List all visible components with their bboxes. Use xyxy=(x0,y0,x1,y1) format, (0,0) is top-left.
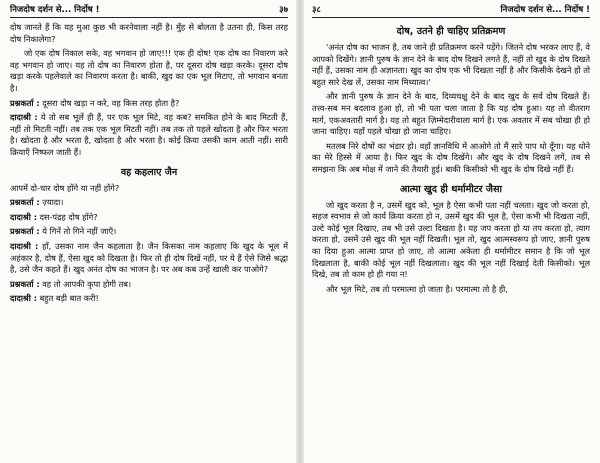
paragraph: और ज्ञानी पुरुष के ज्ञान देने के बाद, दिव्यचक्षु देने के बाद खुद के सर्व दोष दिखते हैं। तत्त्व-सब मन बदलाव हुआ हो, तो भी पता चला जाता है कि यह दोष हुआ। यह तो वीतराग मार्ग, एकअवतारी मार्ग है। यह तो बहुत ज़िम्मेदारीवाला मार्ग है। एक अवतार में सब चोखा ही हो जाना चाहिए। यहाँ पहले चोखा हो जाना चाहिए। xyxy=(312,91,590,137)
left-running-title: निजदोष दर्शन से... निर्दोष ! xyxy=(10,5,100,15)
dialogue-text: वह तो आपकी कृपा होगी तब। xyxy=(39,278,132,289)
paragraph: जो एक दोष निकाल सके, वह भगवान हो जाए!!! एक ही दोष! एक दोष का निवारण करे वह भगवान हो जाए। यह तो दोष का निवारण होता है, पर दूसरा दोष खड़ा करके। दूसरा दोष खड़ा करके पहलेवाले का निवारण करता है। बाकी, खुद का एक भूल मिटाए, तो भगवान बनता है। xyxy=(10,48,288,93)
speaker-label: दादाश्री : xyxy=(10,293,37,304)
dialogue-line xyxy=(10,112,288,158)
left-page-number: ३७ xyxy=(279,5,288,15)
right-running-title: निजदोष दर्शन से... निर्दोष ! xyxy=(500,5,590,15)
right-page xyxy=(304,0,600,463)
left-page-body xyxy=(10,22,288,305)
speaker-label: प्रश्नकर्ता : xyxy=(10,97,40,108)
right-running-header xyxy=(312,4,590,18)
book-gutter xyxy=(296,0,304,463)
dialogue-text: ज़्यादा। xyxy=(39,197,64,208)
dialogue-text: बहुत बड़ी बात करी! xyxy=(36,293,99,304)
dialogue-text: दूसरा दोष खड़ा न करे, वह किस तरह होता है? xyxy=(39,97,180,108)
dialogue-line xyxy=(10,197,288,209)
speaker-label: दादाश्री : xyxy=(10,112,38,123)
speaker-label: प्रश्नकर्ता : xyxy=(10,197,40,208)
paragraph: दोष जानते हैं कि यह मुआ कुछ भी करनेवाला नहीं है। मुँह से बोलता है उतना ही, किस तरह दोष निकालेगा? xyxy=(10,22,288,44)
section-heading: दोष, उतने ही चाहिए प्रतिक्रमण xyxy=(396,26,506,37)
paragraph: 'अनंत दोष का भाजन है, तब जाने ही प्रतिक्रमण करने पड़ेंगे। जितने दोष भरकर लाए हैं, वे आपको दिखेंगे। ज्ञानी पुरुष के ज्ञान देने के बाद दोष दिखने लगते हैं, नहीं तो खुद के दोष दिखते नहीं हैं, उसका नाम ही अज्ञानता। खुद का दोष एक भी दिखता नहीं है और किसीके देखने हों तो बहुत सारे देख लें, उसका नाम मिथ्यात्व।' xyxy=(312,42,590,87)
paragraph: जो खुद करता है न, उसमें खुद को, भूल है ऐसा कभी पता नहीं चलता। खुद जो करता हो, सहज स्वभाव से जो कार्य क्रिया करता हो न, उसमें खुद की भूल है, ऐसा कभी भी दिखता नहीं, उल्टे कोई भूल दिखाए, तब भी उसे उल्टा दिखता है। यह जप करता हो या तप करता हो, त्याग करता हो, उसमें उसे खुद की भूल नहीं दिखती। भूल तो, खुद आत्मस्वरूप हो जाए, ज्ञानी पुरुष का दिया हुआ आत्मा प्राप्त हो जाए, तो आत्मा अकेला ही थर्मामीटर समान है कि जो भूल दिखलाता है, बाकी कोई भूल नहीं दिखलाता। खुद की भूल नहीं दिखाई देती किसीको। भूल दिखे, तब तो काम हो ही गया न! xyxy=(312,199,590,280)
left-running-header xyxy=(10,4,288,18)
paragraph: मतलब निरे दोषों का भंडार हो। वहाँ ज्ञानविधि में आओगे तो मैं सारे पाप धो दूँगा। यह धोने का मेरे हिस्से में आया है। फिर खुद के दोष दिखेंगे। और खुद के दोष दिखने लगें, तब से समझना कि अब मोक्ष में जाने की तैयारी हुई। बाकी किसीको भी खुद के दोष दिखे नहीं हैं। xyxy=(312,140,590,174)
speaker-label: दादाश्री : xyxy=(10,240,39,251)
dialogue-line xyxy=(10,212,288,224)
dialogue-text: ये तो सब भूलें ही हैं, पर एक भूल मिटे, वह कब? समकित होने के बाद मिटती हैं, नहीं तो मिटती नहीं। तब तक एक भूल मिटती नहीं। तब तक तो पहले खोदता है और फिर भरता है। खोदता है और भरता है, खोदता है और भरता है। कोई क्रिया उसकी काम आती नहीं। सारी क्रियाएँ निष्फल जाती हैं। xyxy=(10,112,288,157)
right-page-number: ३८ xyxy=(312,5,321,15)
left-page xyxy=(0,0,296,463)
dialogue-line xyxy=(10,226,288,238)
dialogue-text: हाँ, उसका नाम जैन कहलाता है। जैन किसका नाम कहलाए कि खुद के भूल में अहंकार है, दोष हैं, ऐसा खुद को दिखता है। फिर तो ही दोष दिखें नहीं, पर ये हैं ऐसे जिसे श्रद्धा है, उसे जैन कहते हैं। खुद अनंत दोष का भाजन है। पर अब कब उन्हें खाली कर पाओगे? xyxy=(10,240,289,275)
dialogue-line xyxy=(10,98,288,110)
speaker-label: प्रश्नकर्ता : xyxy=(10,278,40,289)
right-page-body xyxy=(312,24,590,295)
section-heading: आत्मा खुद ही थर्मामीटर जैसा xyxy=(399,183,503,195)
dialogue-line xyxy=(10,241,288,276)
section-heading: वह कहलाए जैन xyxy=(120,166,178,178)
speaker-label: प्रश्नकर्ता : xyxy=(10,226,40,237)
dialogue-text: दस-पंद्रह दोष होंगे? xyxy=(36,211,98,222)
dialogue-text: ये गिनें तो गिने नहीं जाएँ। xyxy=(39,226,117,237)
paragraph: और भूल मिटे, तब तो परमात्मा हो जाता है। परमात्मा तो है ही, xyxy=(326,283,508,294)
paragraph: आपमें दो-चार दोष होंगे या नहीं होंगे? xyxy=(10,182,120,193)
speaker-label: दादाश्री : xyxy=(10,211,37,222)
dialogue-line xyxy=(10,293,288,305)
dialogue-line xyxy=(10,279,288,291)
